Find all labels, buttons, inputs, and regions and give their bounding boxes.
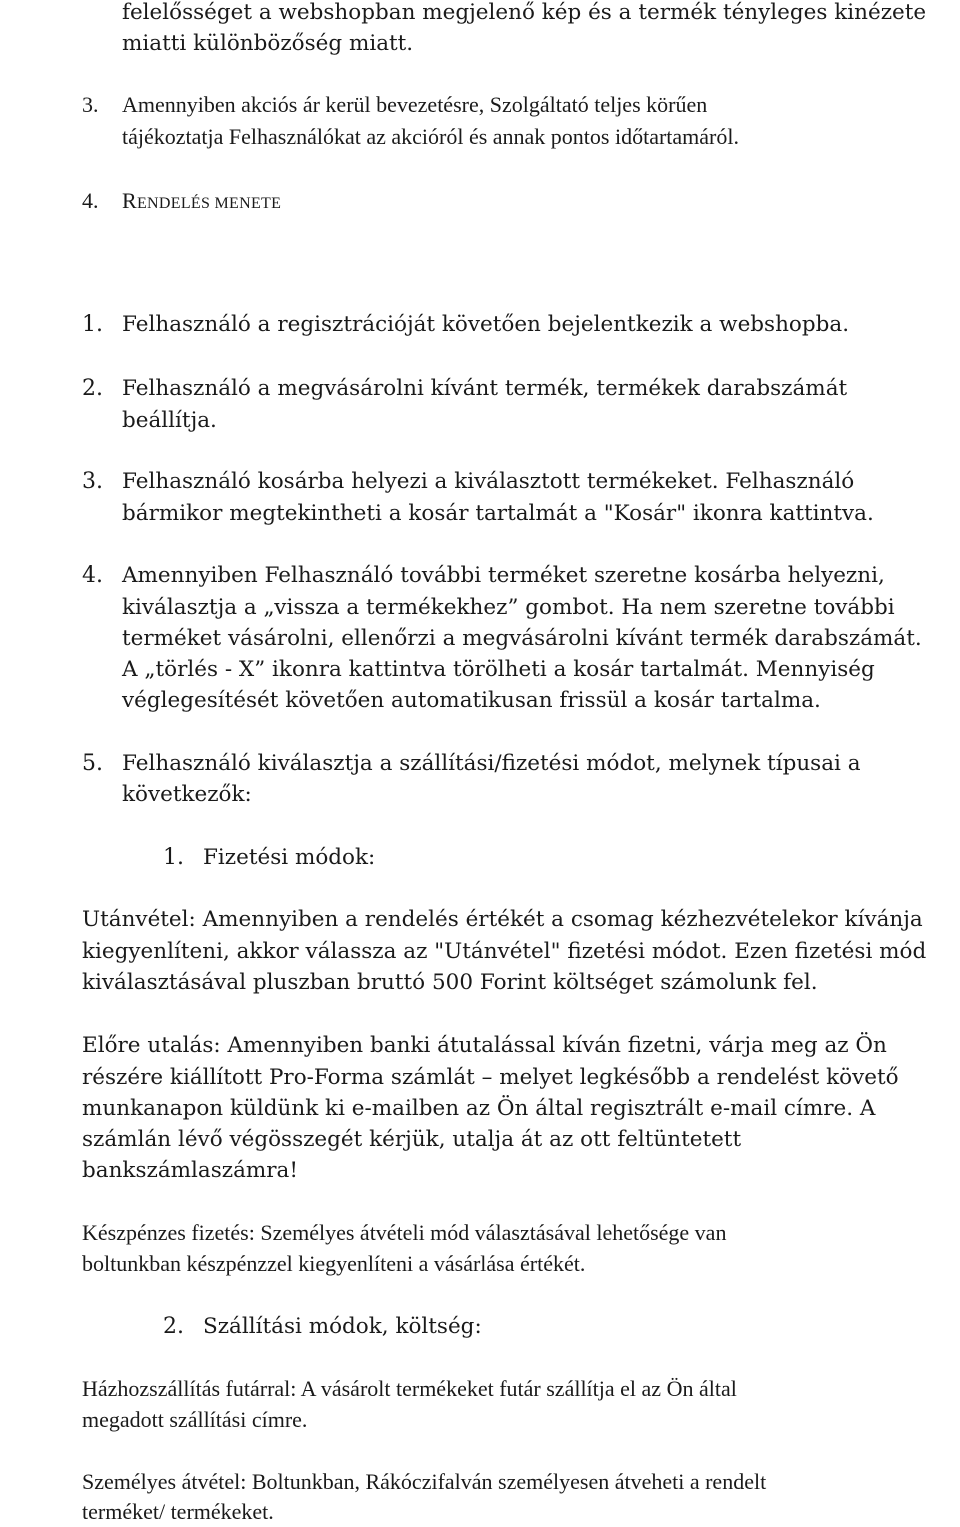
- step-4-line-1: Amennyiben Felhasználó további terméket szeretne kosárba helyezni,: [122, 563, 885, 588]
- step-1-number: 1.: [82, 312, 103, 337]
- step-4-line-5: véglegesítését követően automatikusan frissül a kosár tartalma.: [122, 688, 821, 713]
- step-5-number: 5.: [82, 751, 103, 776]
- section-4-title-initial: R: [122, 188, 137, 213]
- step-5-line-1: Felhasználó kiválasztja a szállítási/fizetési módot, melynek típusai a: [122, 751, 861, 776]
- step-4-line-4: A „törlés - X” ikonra kattintva törölheti a kosár tartalmát. Mennyiség: [122, 657, 875, 682]
- shipping-heading: Szállítási módok, költség:: [203, 1314, 482, 1339]
- step-2-line-2: beállítja.: [122, 408, 217, 433]
- pickup-line-2: terméket/ termékeket.: [82, 1499, 274, 1524]
- cod-line-1: Utánvétel: Amennyiben a rendelés értékét a csomag kézhezvételekor kívánja: [82, 907, 923, 932]
- step-4-line-3: terméket vásárolni, ellenőrzi a megvásárolni kívánt termék darabszámát.: [122, 626, 922, 651]
- step-1-line-1: Felhasználó a regisztrációját követően bejelentkezik a webshopba.: [122, 312, 850, 337]
- intro-line-1: felelősséget a webshopban megjelenő kép és a termék tényleges kinézete: [122, 0, 927, 25]
- section-4-number: 4.: [82, 188, 99, 213]
- step-3-number: 3.: [82, 469, 103, 494]
- step-5-line-2: következők:: [122, 782, 252, 807]
- shipping-number: 2.: [163, 1314, 184, 1339]
- step-2-number: 2.: [82, 376, 103, 401]
- step-3-line-2: bármikor megtekintheti a kosár tartalmát a "Kosár" ikonra kattintva.: [122, 501, 874, 526]
- prepay-line-4: számlán lévő végösszegét kérjük, utalja át az ott feltüntetett: [82, 1127, 742, 1152]
- step-3-line-1: Felhasználó kosárba helyezi a kiválasztott termékeket. Felhasználó: [122, 469, 855, 494]
- prepay-line-5: bankszámlaszámra!: [82, 1158, 299, 1183]
- prepay-line-2: részére kiállított Pro-Forma számlát – melyet legkésőbb a rendelést követő: [82, 1065, 899, 1090]
- prepay-line-1: Előre utalás: Amennyiben banki átutalással kíván fizetni, várja meg az Ön: [82, 1033, 887, 1058]
- cash-line-2: boltunkban készpénzzel kiegyenlíteni a vásárlása értékét.: [82, 1251, 586, 1276]
- item-3-line-2: tájékoztatja Felhasználókat az akcióról és annak pontos időtartamáról.: [122, 124, 739, 149]
- intro-line-2: miatti különbözőség miatt.: [122, 31, 414, 56]
- cash-line-1: Készpénzes fizetés: Személyes átvételi mód választásával lehetősége van: [82, 1220, 727, 1245]
- step-2-line-1: Felhasználó a megvásárolni kívánt termék, termékek darabszámát: [122, 376, 848, 401]
- step-4-number: 4.: [82, 563, 103, 588]
- payment-number: 1.: [163, 845, 184, 870]
- item-3-line-1: Amennyiben akciós ár kerül bevezetésre, Szolgáltató teljes körűen: [122, 92, 708, 117]
- cod-line-3: kiválasztásával pluszban bruttó 500 Forint költséget számolunk fel.: [82, 970, 818, 995]
- payment-heading: Fizetési módok:: [203, 845, 376, 870]
- item-3-number: 3.: [82, 92, 99, 117]
- courier-line-2: megadott szállítási címre.: [82, 1407, 308, 1432]
- section-4-title: [122, 186, 281, 219]
- courier-line-1: Házhozszállítás futárral: A vásárolt termékeket futár szállítja el az Ön által: [82, 1376, 737, 1401]
- step-4-line-2: kiválasztja a „vissza a termékekhez” gombot. Ha nem szeretne további: [122, 595, 895, 620]
- section-4-title-rest: ENDELÉS MENETE: [136, 195, 282, 212]
- cod-line-2: kiegyenlíteni, akkor válassza az "Utánvétel" fizetési módot. Ezen fizetési mód: [82, 939, 927, 964]
- pickup-line-1: Személyes átvétel: Boltunkban, Rákóczifalván személyesen átveheti a rendelt: [82, 1469, 767, 1494]
- prepay-line-3: munkanapon küldünk ki e-mailben az Ön által regisztrált e-mail címre. A: [82, 1096, 876, 1121]
